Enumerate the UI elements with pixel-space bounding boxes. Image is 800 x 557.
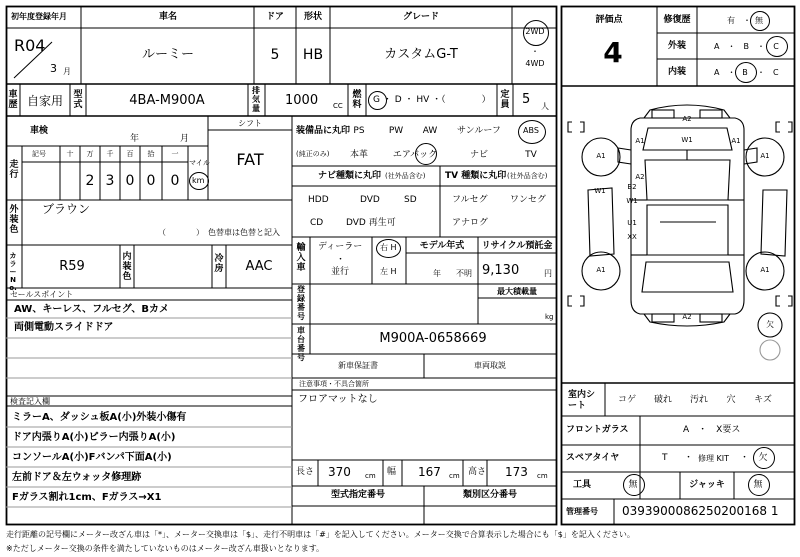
import-dot: ・ xyxy=(336,255,346,265)
import-label: 輸入車 xyxy=(296,243,306,273)
grade-label: グレード xyxy=(402,12,440,22)
navi-dvd: DVD xyxy=(360,195,380,205)
mark-a1-wheel-right: A1 xyxy=(731,137,741,145)
exterior-note-close: ） xyxy=(196,228,204,237)
interior-grade-options: A ・ xyxy=(714,68,736,77)
mark-b2: B2 xyxy=(627,183,637,191)
interior-grade-value: B xyxy=(742,68,748,77)
exterior-grade-label: 外装 xyxy=(667,41,687,51)
management-value: 0393900086250200168 1 xyxy=(622,504,779,518)
model-year-unit: 年 xyxy=(433,269,441,278)
seat-burn: コゲ xyxy=(617,395,637,405)
mileage-symbol-label: 記号 xyxy=(32,150,46,158)
mileage-unit-thousand: 千 xyxy=(106,150,114,158)
mileage-unit-ten-thousand: 万 xyxy=(86,150,94,158)
mark-w1-left: W1 xyxy=(594,187,606,195)
equip-pw: PW xyxy=(388,126,404,136)
ac-label: 冷房 xyxy=(214,254,224,274)
displacement-value: 1000 xyxy=(285,93,319,108)
mileage-label: 走行 xyxy=(9,160,19,180)
mark-a1-wheel-left: A1 xyxy=(635,137,645,145)
inspector-label: 検査記入欄 xyxy=(10,397,50,406)
spare-tire-label: スペアタイヤ xyxy=(566,453,620,463)
equip-navi: ナビ xyxy=(469,150,489,160)
spare-dot: ・ xyxy=(684,453,694,463)
mileage-unit-hundred: 百 xyxy=(126,150,134,158)
warranty-new-car: 新車保証書 xyxy=(338,361,378,370)
history-label: 車歴 xyxy=(8,90,18,110)
navi-label: ナビ種類に丸印 xyxy=(318,171,382,181)
drive-4wd: 4WD xyxy=(525,59,545,68)
model-year-unknown: 不明 xyxy=(456,269,472,278)
equip-tv: TV xyxy=(525,150,537,160)
mileage-digit: 0 xyxy=(170,173,180,189)
inspector-line: 左前ドア＆左ウォッタ修理跡 xyxy=(12,472,142,483)
inspection-label: 車検 xyxy=(30,126,49,136)
mark-a2-top: A2 xyxy=(682,115,692,123)
sales-point-label: セールスポイント xyxy=(10,290,74,299)
person-unit: 人 xyxy=(541,102,549,111)
tools-value: 無 xyxy=(628,480,638,490)
spare-t: T xyxy=(662,453,668,463)
mark-a1-front-right: A1 xyxy=(760,152,770,160)
navi-cd: CD xyxy=(310,218,324,228)
kg-unit: kg xyxy=(545,313,554,321)
mark-w1-top: W1 xyxy=(681,136,693,144)
color-no-value: R59 xyxy=(59,259,85,274)
import-right: 右 H xyxy=(380,243,397,252)
repair-none: 無 xyxy=(755,16,763,25)
seat-label: 室内シート xyxy=(568,390,596,411)
inspector-line: Fガラス割れ1cm、Fガラス→X1 xyxy=(12,492,162,503)
jack-label: ジャッキ xyxy=(689,480,725,490)
management-label: 管理番号 xyxy=(566,507,598,516)
type-spec-label: 型式指定番号 xyxy=(330,490,386,500)
interior-grade-rest: ・ C xyxy=(757,68,779,77)
exterior-note-open: （ xyxy=(158,228,166,237)
shift-label: シフト xyxy=(238,119,262,128)
front-glass-label: フロントガラス xyxy=(566,425,629,435)
capacity-label: 定員 xyxy=(500,90,510,110)
footer-note: 走行距離の記号欄にメーター改ざん車は「*」、メーター交換車は「$」、走行不明車は「#」を記入してください。メーター交換で合算表示した場合にも「$」を記入ください。 xyxy=(6,530,635,539)
equip-abs: ABS xyxy=(523,126,539,135)
mile-label: マイル xyxy=(189,159,210,167)
equip-ps: PS xyxy=(353,126,365,136)
seat-tear: 破れ xyxy=(653,395,673,405)
jack-value: 無 xyxy=(753,480,763,490)
first-reg-label: 初年度登録年月 xyxy=(11,12,67,21)
spare-missing: 欠 xyxy=(758,453,768,463)
tv-oneseg: ワンセグ xyxy=(510,195,547,205)
reg-month-unit: 月 xyxy=(63,67,71,76)
seat-hole: 穴 xyxy=(726,395,736,405)
mark-u1: U1 xyxy=(627,219,637,227)
score-label: 評価点 xyxy=(595,15,623,25)
tv-analog: アナログ xyxy=(452,218,489,228)
mileage-digit: 0 xyxy=(125,173,135,189)
tv-sub: (社外品含む) xyxy=(507,172,548,180)
spare-repair-kit: 修理 KIT xyxy=(698,454,730,463)
mileage-digit: 3 xyxy=(105,173,115,189)
width-value: 167 xyxy=(418,465,441,479)
mileage-digit: 2 xyxy=(85,173,95,189)
length-label: 長さ xyxy=(296,467,315,477)
seat-scratch: キズ xyxy=(754,395,772,405)
car-name: ルーミー xyxy=(141,47,195,62)
length-value: 370 xyxy=(328,465,351,479)
equipment-label: 装備品に丸印 xyxy=(296,126,351,136)
chassis-value: M900A-0658669 xyxy=(379,331,487,346)
equip-aw: AW xyxy=(422,126,438,136)
model-year-label: モデル年式 xyxy=(419,241,465,251)
import-dealer: ディーラー xyxy=(318,242,363,252)
yen-unit: 円 xyxy=(544,269,552,278)
mark-a1-rear-left: A1 xyxy=(596,266,606,274)
navi-hdd: HDD xyxy=(308,195,329,205)
displacement-label: 排気量 xyxy=(252,86,260,113)
mileage-unit-ten: 拾 xyxy=(147,150,155,158)
tools-label: 工具 xyxy=(573,480,592,490)
width-unit: cm xyxy=(449,472,460,480)
import-parallel: 並行 xyxy=(331,267,350,277)
tv-fullseg: フルセグ xyxy=(452,195,488,205)
equip-airbag: エアバック xyxy=(392,150,438,160)
model-value: 4BA-M900A xyxy=(129,93,205,108)
color-no-label: カラーNo. xyxy=(9,252,17,292)
shape-label: 形状 xyxy=(303,12,323,22)
mark-a2-left: A2 xyxy=(635,173,645,181)
exterior-grade-value: C xyxy=(773,42,779,51)
length-unit: cm xyxy=(365,472,376,480)
navi-sd: SD xyxy=(404,195,417,205)
navi-dvd-play: DVD 再生可 xyxy=(346,218,396,228)
mileage-digit: 0 xyxy=(146,173,156,189)
height-label: 高さ xyxy=(468,467,487,477)
equip-sunroof: サンルーフ xyxy=(457,126,501,136)
inspector-line: コンソールA(小)Fバンパ下面A(小) xyxy=(12,452,172,463)
chassis-label: 車台番号 xyxy=(297,326,305,362)
notes-value: フロアマットなし xyxy=(298,394,378,405)
shift-value: FAT xyxy=(236,150,264,169)
sales-line: AW、キーレス、フルセグ、Bカメ xyxy=(14,304,169,315)
exterior-grade-options: A ・ B ・ xyxy=(714,42,765,51)
warranty-manual: 車両取説 xyxy=(474,361,506,370)
max-load-label: 最大積載量 xyxy=(497,287,537,296)
tv-label: TV 種類に丸印 xyxy=(445,171,507,181)
notes-label: 注意事項・不具合箇所 xyxy=(299,380,369,388)
mileage-unit-ten-thousand-ten: 十 xyxy=(66,150,74,158)
cc-unit: CC xyxy=(333,102,343,110)
exterior-color-label: 外装色 xyxy=(9,205,19,235)
width-label: 幅 xyxy=(387,467,397,477)
reg-month: 3 xyxy=(50,62,57,75)
mileage-unit-one: 一 xyxy=(171,150,179,158)
capacity-value: 5 xyxy=(522,92,531,107)
ac-value: AAC xyxy=(245,259,273,274)
mark-missing: 欠 xyxy=(766,320,774,329)
drive-2wd: 2WD xyxy=(525,27,545,36)
inspection-year-unit: 年 xyxy=(130,134,140,144)
model-label: 型式 xyxy=(73,90,83,110)
reg-year: R04 xyxy=(14,36,46,55)
equipment-sub: (純正のみ) xyxy=(296,150,330,158)
km-unit: km xyxy=(192,176,205,185)
sales-line: 両側電動スライドドア xyxy=(14,322,114,333)
recycle-label: リサイクル預託金 xyxy=(481,241,553,251)
inspection-month-unit: 月 xyxy=(180,134,190,144)
mark-a1-front-left: A1 xyxy=(596,152,606,160)
class-number-label: 類別区分番号 xyxy=(462,490,518,500)
mark-w1-right: W1 xyxy=(626,197,638,205)
grade-value: カスタムG-T xyxy=(384,47,458,62)
import-left: 左 H xyxy=(380,267,397,276)
drive-separator: ・ xyxy=(531,47,539,56)
fuel-options: G ・ D ・ HV ・（ ） xyxy=(373,95,491,105)
inspector-line: ミラーA、ダッシュ板A(小)外装小傷有 xyxy=(12,412,187,423)
repair-options: 有 ・ xyxy=(727,16,751,25)
equip-leather: 本革 xyxy=(349,150,369,160)
inspector-line: ドア内張りA(小)ピラー内張りA(小) xyxy=(12,432,176,443)
door-count: 5 xyxy=(270,47,280,63)
height-unit: cm xyxy=(537,472,548,480)
door-label: ドア xyxy=(266,12,284,22)
height-value: 173 xyxy=(505,465,528,479)
score-value: 4 xyxy=(603,36,623,69)
repair-label: 修復歴 xyxy=(663,15,691,25)
interior-color-label: 内装色 xyxy=(122,252,132,282)
car-damage-diagram xyxy=(568,105,792,360)
exterior-color-value: ブラウン xyxy=(42,202,91,216)
car-name-label: 車名 xyxy=(158,12,178,22)
mark-a1-rear-right: A1 xyxy=(760,266,770,274)
footer-note-2: ※ただしメーター交換の条件を満たしていないものはメーター改ざん車扱いとなります。 xyxy=(6,544,325,553)
interior-grade-label: 内装 xyxy=(667,67,687,77)
fuel-label: 燃料 xyxy=(352,90,362,110)
usage-value: 自家用 xyxy=(26,94,64,108)
body-shape: HB xyxy=(302,47,324,63)
recycle-value: 9,130 xyxy=(482,263,520,278)
seat-dirt: 汚れ xyxy=(689,395,709,405)
spare-dot2: ・ xyxy=(740,453,750,463)
navi-sub: (社外品含む) xyxy=(385,172,426,180)
exterior-note: 色替車は色替と記入 xyxy=(208,228,280,237)
mark-xx: XX xyxy=(627,233,637,241)
front-glass-value: A ・ X要ス xyxy=(683,425,741,435)
registration-label: 登録番号 xyxy=(297,285,305,321)
mark-a2-bottom: A2 xyxy=(682,313,692,321)
